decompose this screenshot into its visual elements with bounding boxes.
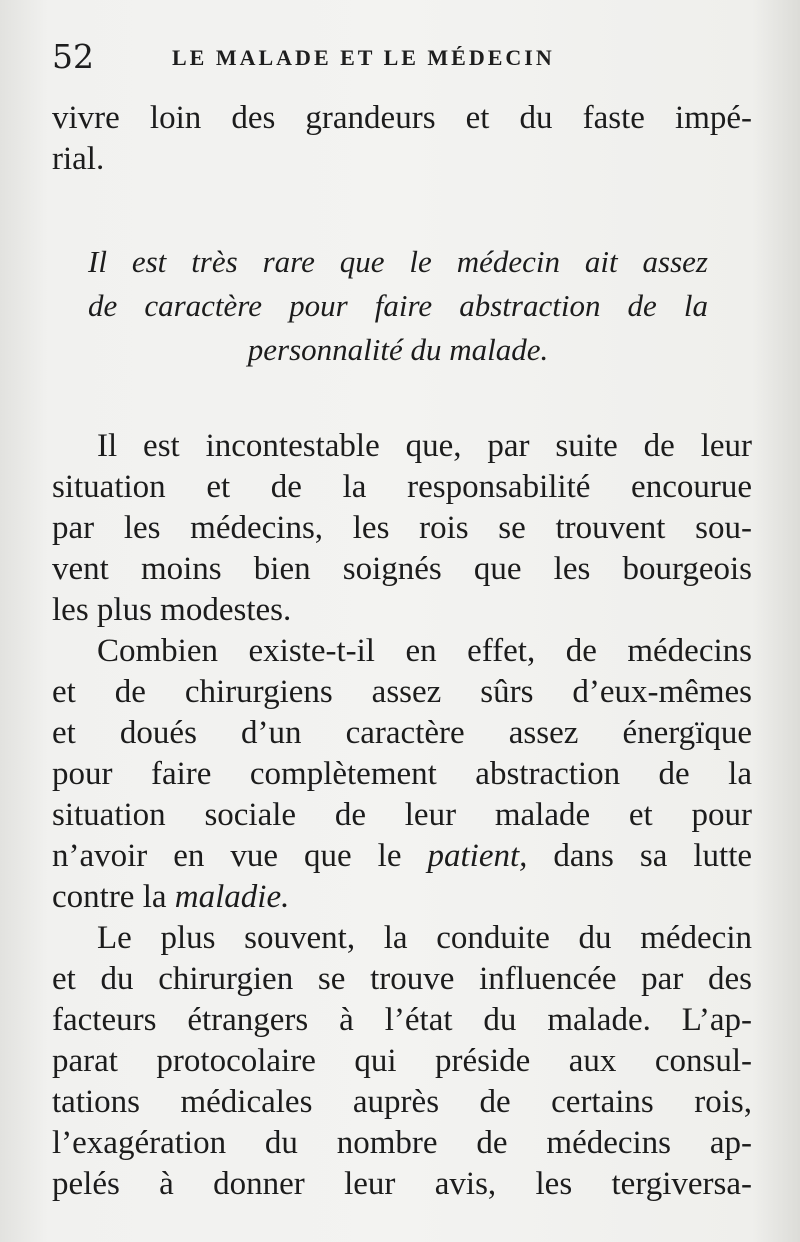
- paragraph: [52, 631, 752, 918]
- text-line: pour faire complètement abstraction de la: [52, 756, 752, 792]
- text-line: et du chirurgien se trouve influencée par des: [52, 961, 752, 997]
- text-line: facteurs étrangers à l’état du malade. L’ap-: [52, 1002, 752, 1038]
- paragraph: [52, 918, 752, 1205]
- text-line: vent moins bien soignés que les bourgeois: [52, 551, 752, 587]
- summary-line: Il est très rare que le médecin ait assez: [88, 244, 708, 279]
- text-line: l’exagération du nombre de médecins ap-: [52, 1125, 752, 1161]
- summary-line: personnalité du malade.: [247, 332, 549, 367]
- text-line: et de chirurgiens assez sûrs d’eux-mêmes: [52, 674, 752, 710]
- running-title: LE MALADE ET LE MÉDECIN: [172, 45, 555, 70]
- section-summary: [88, 240, 708, 372]
- page-number: 52: [52, 37, 94, 76]
- text-run: n’avoir en vue que le: [52, 838, 402, 874]
- summary-line: de caractère pour faire abstraction de la: [88, 288, 708, 323]
- continued-paragraph: [52, 98, 752, 180]
- text-line: Combien existe-t-il en effet, de médecins: [97, 633, 752, 669]
- text-run: contre la: [52, 879, 167, 915]
- text-line: Le plus souvent, la conduite du médecin: [97, 920, 752, 956]
- body-paragraphs: [52, 426, 752, 1205]
- italic-word: patient,: [427, 838, 528, 874]
- text-line: par les médecins, les rois se trouvent sou-: [52, 510, 752, 546]
- text-line: tations médicales auprès de certains rois,: [52, 1084, 752, 1120]
- text-line: rial.: [52, 141, 105, 177]
- text-line-mixed: [52, 877, 752, 918]
- text-line: parat protocolaire qui préside aux consul-: [52, 1043, 752, 1079]
- text-line: et doués d’un caractère assez énergïque: [52, 715, 752, 751]
- text-run: dans sa lutte: [553, 838, 753, 874]
- text-line: vivre loin des grandeurs et du faste impé-: [52, 100, 752, 136]
- text-line: situation et de la responsabilité encourue: [52, 469, 752, 505]
- text-line: situation sociale de leur malade et pour: [52, 797, 752, 833]
- text-line-mixed: [52, 836, 752, 877]
- text-line: les plus modestes.: [52, 592, 292, 628]
- text-line: Il est incontestable que, par suite de leur: [97, 428, 752, 464]
- text-line: pelés à donner leur avis, les tergiversa-: [52, 1166, 752, 1202]
- page-header: [52, 32, 752, 82]
- italic-word: maladie.: [174, 879, 290, 915]
- paragraph: [52, 426, 752, 631]
